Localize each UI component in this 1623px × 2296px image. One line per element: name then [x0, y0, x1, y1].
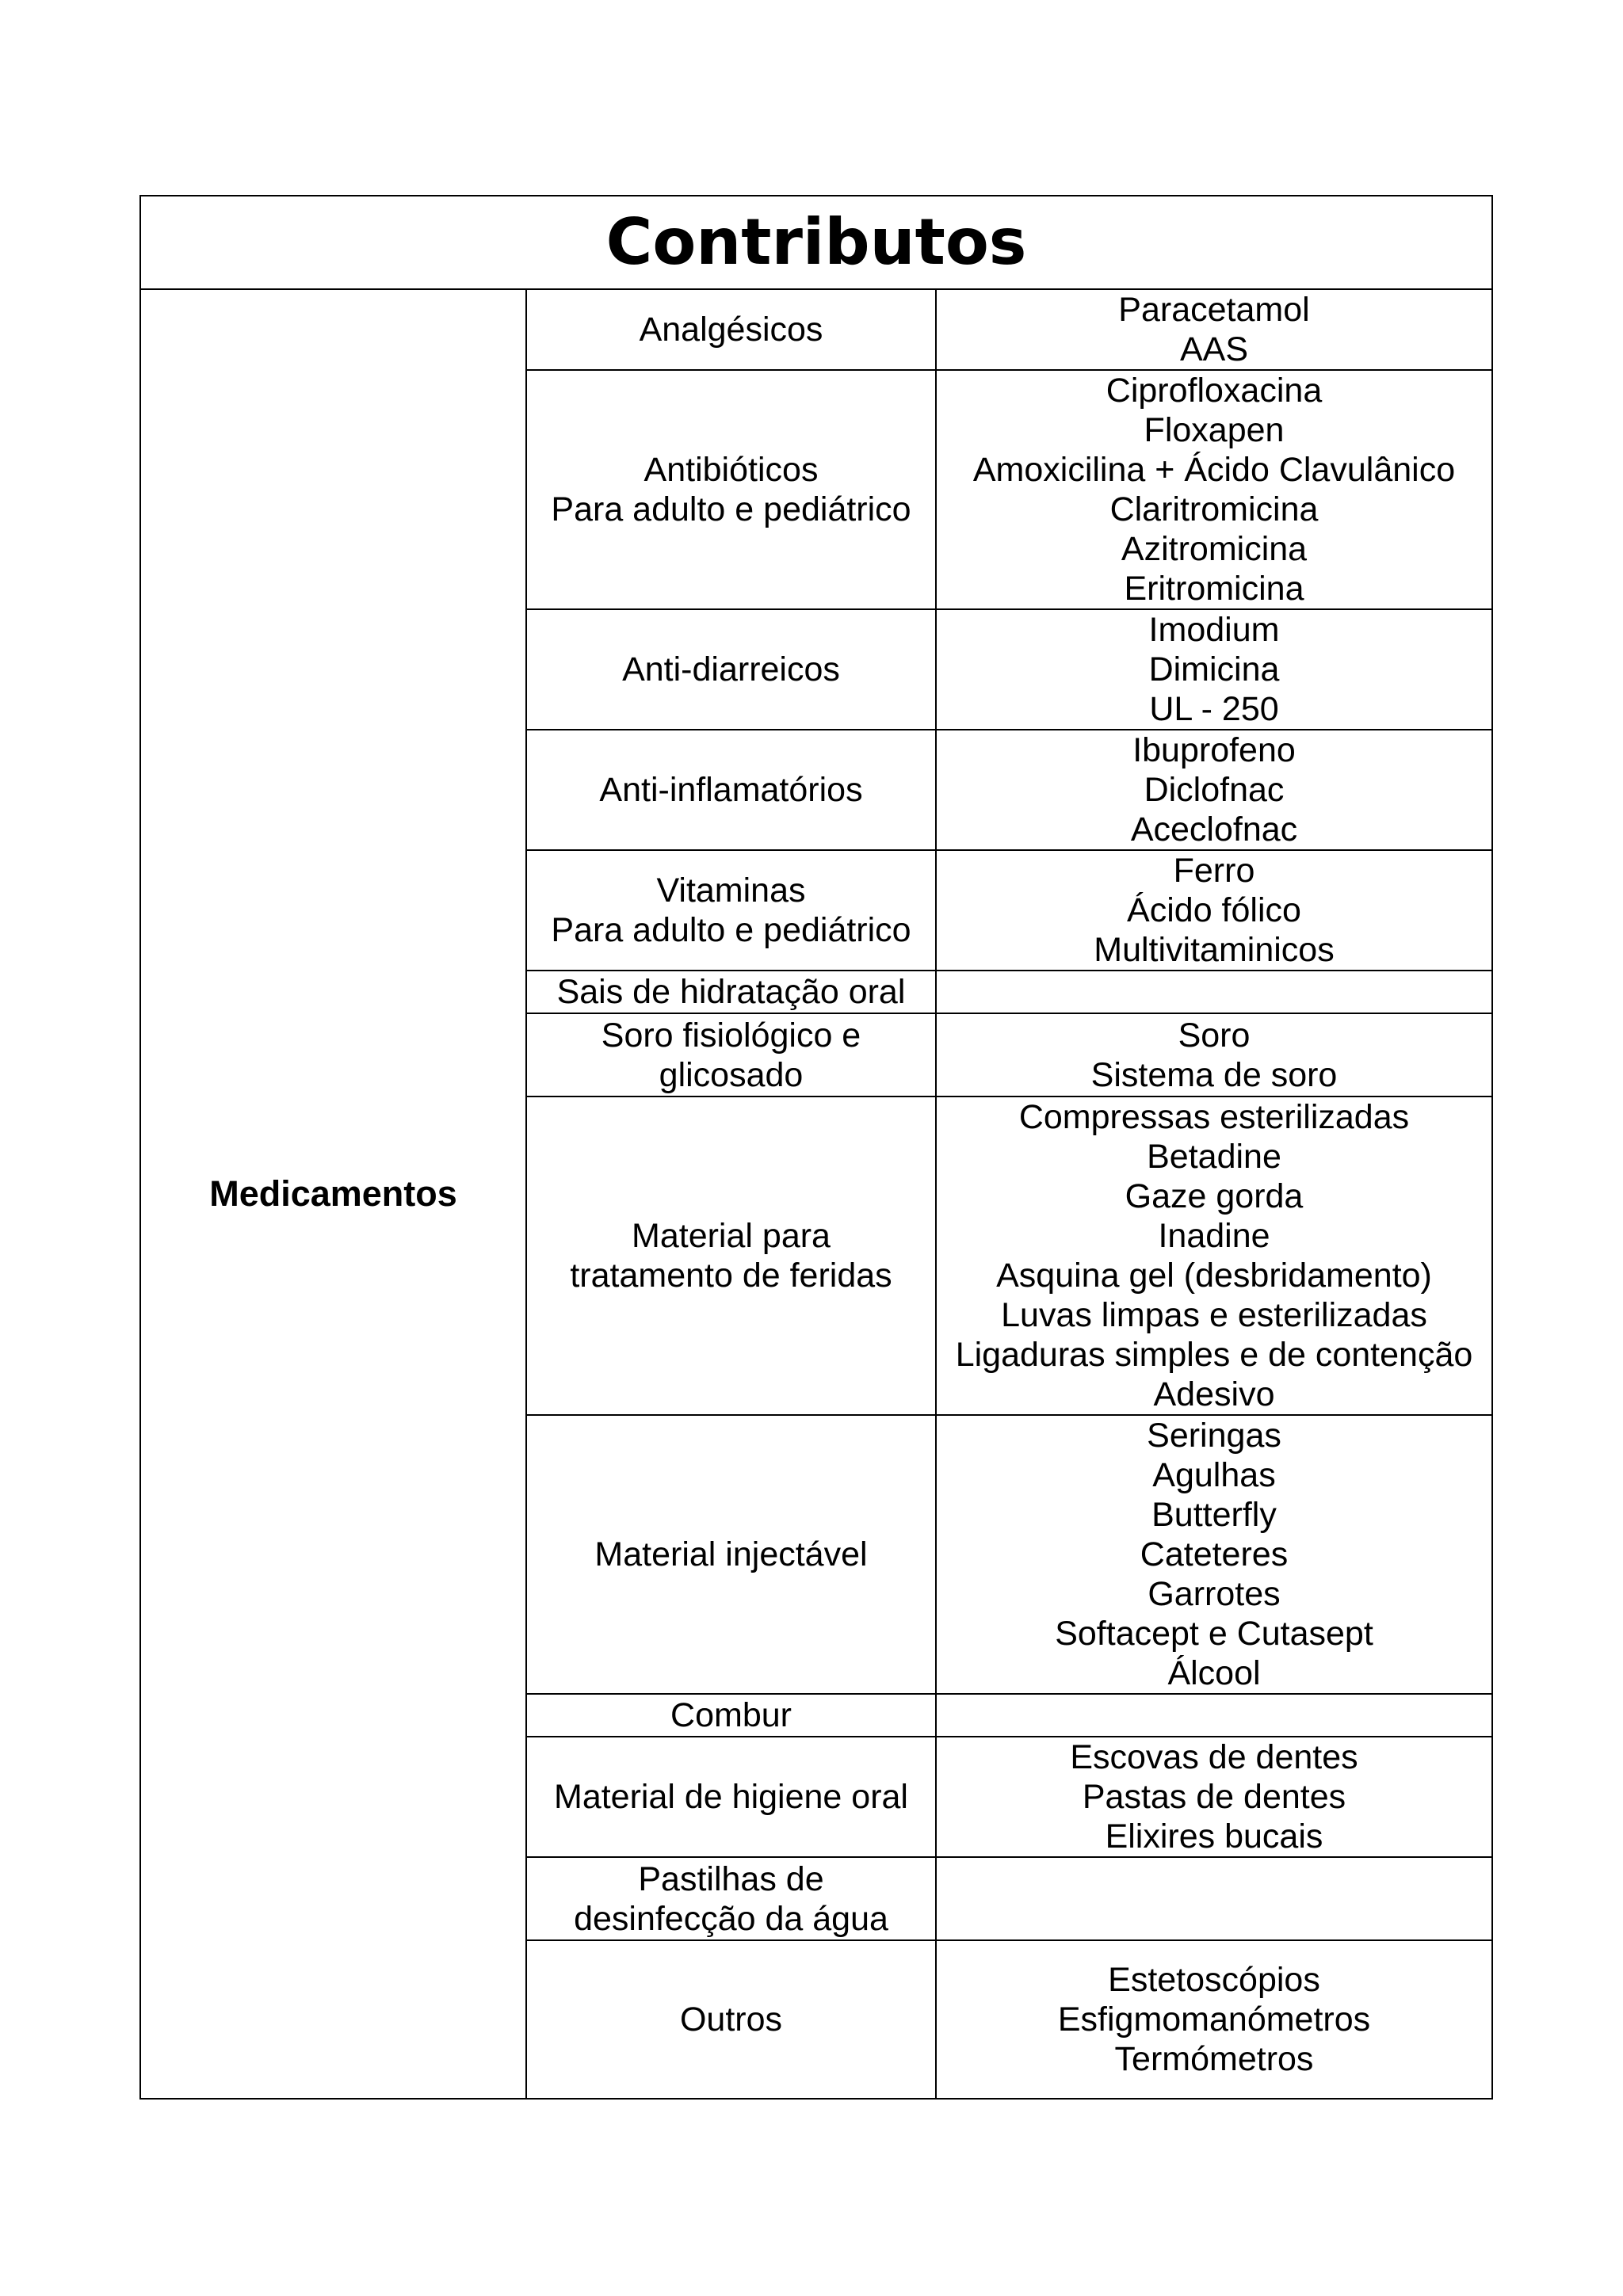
item-label: Esfigmomanómetros: [1057, 2000, 1371, 2039]
item-label: Asquina gel (desbridamento): [996, 1257, 1432, 1295]
subcategory-cell: [526, 609, 936, 730]
item-label: Adesivo: [1153, 1375, 1275, 1413]
item-label: Dimicina: [1148, 650, 1280, 688]
subcategory-label: Soro fisiológico e: [601, 1016, 861, 1055]
items-cell: [936, 1694, 1492, 1737]
item-label: Ligaduras simples e de contenção: [955, 1336, 1473, 1374]
subcategory-cell: [526, 370, 936, 609]
item-label: UL - 250: [1149, 690, 1279, 728]
item-label: Imodium: [1148, 611, 1280, 649]
item-label: Betadine: [1147, 1138, 1281, 1176]
item-label: Claritromicina: [1109, 490, 1319, 528]
table-title: Contributos: [140, 196, 1492, 289]
item-label: Floxapen: [1144, 411, 1285, 449]
subcategory-cell: [526, 971, 936, 1013]
title-row: [140, 196, 1492, 289]
item-label: Sistema de soro: [1090, 1055, 1338, 1094]
item-label: Escovas de dentes: [1070, 1738, 1358, 1776]
subcategory-label: Anti-diarreicos: [622, 650, 840, 688]
subcategory-label: glicosado: [659, 1055, 804, 1094]
item-label: Cateteres: [1140, 1535, 1289, 1573]
item-label: Softacept e Cutasept: [1055, 1615, 1373, 1653]
subcategory-label: Para adulto e pediátrico: [551, 490, 911, 528]
subcategory-label: Material para: [632, 1217, 831, 1255]
item-label: Elixires bucais: [1105, 1817, 1323, 1855]
items-cell: [936, 1097, 1492, 1415]
main-category-cell: Medicamentos: [140, 289, 526, 2099]
subcategory-label: tratamento de feridas: [570, 1257, 892, 1295]
item-label: Eritromicina: [1124, 570, 1304, 608]
table-row: [140, 289, 1492, 370]
items-cell: [936, 850, 1492, 971]
subcategory-label: Combur: [670, 1696, 792, 1734]
subcategory-label: desinfecção da água: [574, 1899, 888, 1938]
items-cell: [936, 1737, 1492, 1857]
item-label: Luvas limpas e esterilizadas: [1001, 1296, 1427, 1334]
item-label: Butterfly: [1151, 1496, 1277, 1534]
subcategory-label: Outros: [679, 2000, 783, 2039]
subcategory-label: Material de higiene oral: [554, 1778, 908, 1816]
item-label: Amoxicilina + Ácido Clavulânico: [972, 451, 1456, 489]
item-label: Agulhas: [1152, 1456, 1276, 1494]
items-cell: [936, 289, 1492, 370]
item-label: Estetoscópios: [1108, 1961, 1320, 1999]
subcategory-label: Vitaminas: [656, 871, 806, 910]
subcategory-cell: [526, 730, 936, 850]
subcategory-cell: [526, 1694, 936, 1737]
subcategory-cell: [526, 289, 936, 370]
subcategory-label: Para adulto e pediátrico: [551, 911, 911, 949]
item-label: Gaze gorda: [1125, 1177, 1304, 1215]
item-label: Ciprofloxacina: [1106, 372, 1323, 410]
subcategory-label: Pastilhas de: [638, 1859, 824, 1898]
items-cell: [936, 370, 1492, 609]
item-label: Aceclofnac: [1130, 810, 1298, 849]
items-cell: [936, 1940, 1492, 2099]
items-cell: [936, 1013, 1492, 1097]
subcategory-cell: [526, 1013, 936, 1097]
items-cell: [936, 1857, 1492, 1940]
subcategory-label: Sais de hidratação oral: [556, 973, 906, 1011]
items-cell: [936, 971, 1492, 1013]
item-label: Soro: [1178, 1016, 1251, 1055]
items-cell: [936, 730, 1492, 850]
subcategory-cell: [526, 1097, 936, 1415]
item-label: Diclofnac: [1144, 771, 1285, 809]
item-label: Multivitaminicos: [1094, 931, 1335, 969]
item-label: Pastas de dentes: [1082, 1778, 1346, 1816]
subcategory-label: Anti-inflamatórios: [599, 771, 863, 809]
subcategory-label: Material injectável: [594, 1535, 868, 1573]
subcategory-label: Antibióticos: [643, 451, 819, 489]
item-label: Compressas esterilizadas: [1018, 1098, 1410, 1136]
item-label: Paracetamol: [1118, 291, 1310, 329]
item-label: AAS: [1179, 330, 1249, 368]
items-cell: [936, 609, 1492, 730]
subcategory-label: Analgésicos: [639, 311, 823, 349]
item-label: Ferro: [1173, 852, 1255, 890]
item-label: Termómetros: [1114, 2040, 1314, 2078]
item-label: Inadine: [1158, 1217, 1270, 1255]
item-label: Ibuprofeno: [1132, 731, 1296, 769]
item-label: Ácido fólico: [1127, 891, 1301, 929]
item-label: Azitromicina: [1121, 530, 1308, 568]
item-label: Seringas: [1147, 1417, 1281, 1455]
subcategory-cell: [526, 1737, 936, 1857]
contributos-table: [139, 195, 1493, 2100]
items-cell: [936, 1415, 1492, 1694]
subcategory-cell: [526, 1415, 936, 1694]
subcategory-cell: [526, 1940, 936, 2099]
subcategory-cell: [526, 1857, 936, 1940]
item-label: Garrotes: [1148, 1575, 1281, 1613]
subcategory-cell: [526, 850, 936, 971]
item-label: Álcool: [1167, 1654, 1261, 1692]
